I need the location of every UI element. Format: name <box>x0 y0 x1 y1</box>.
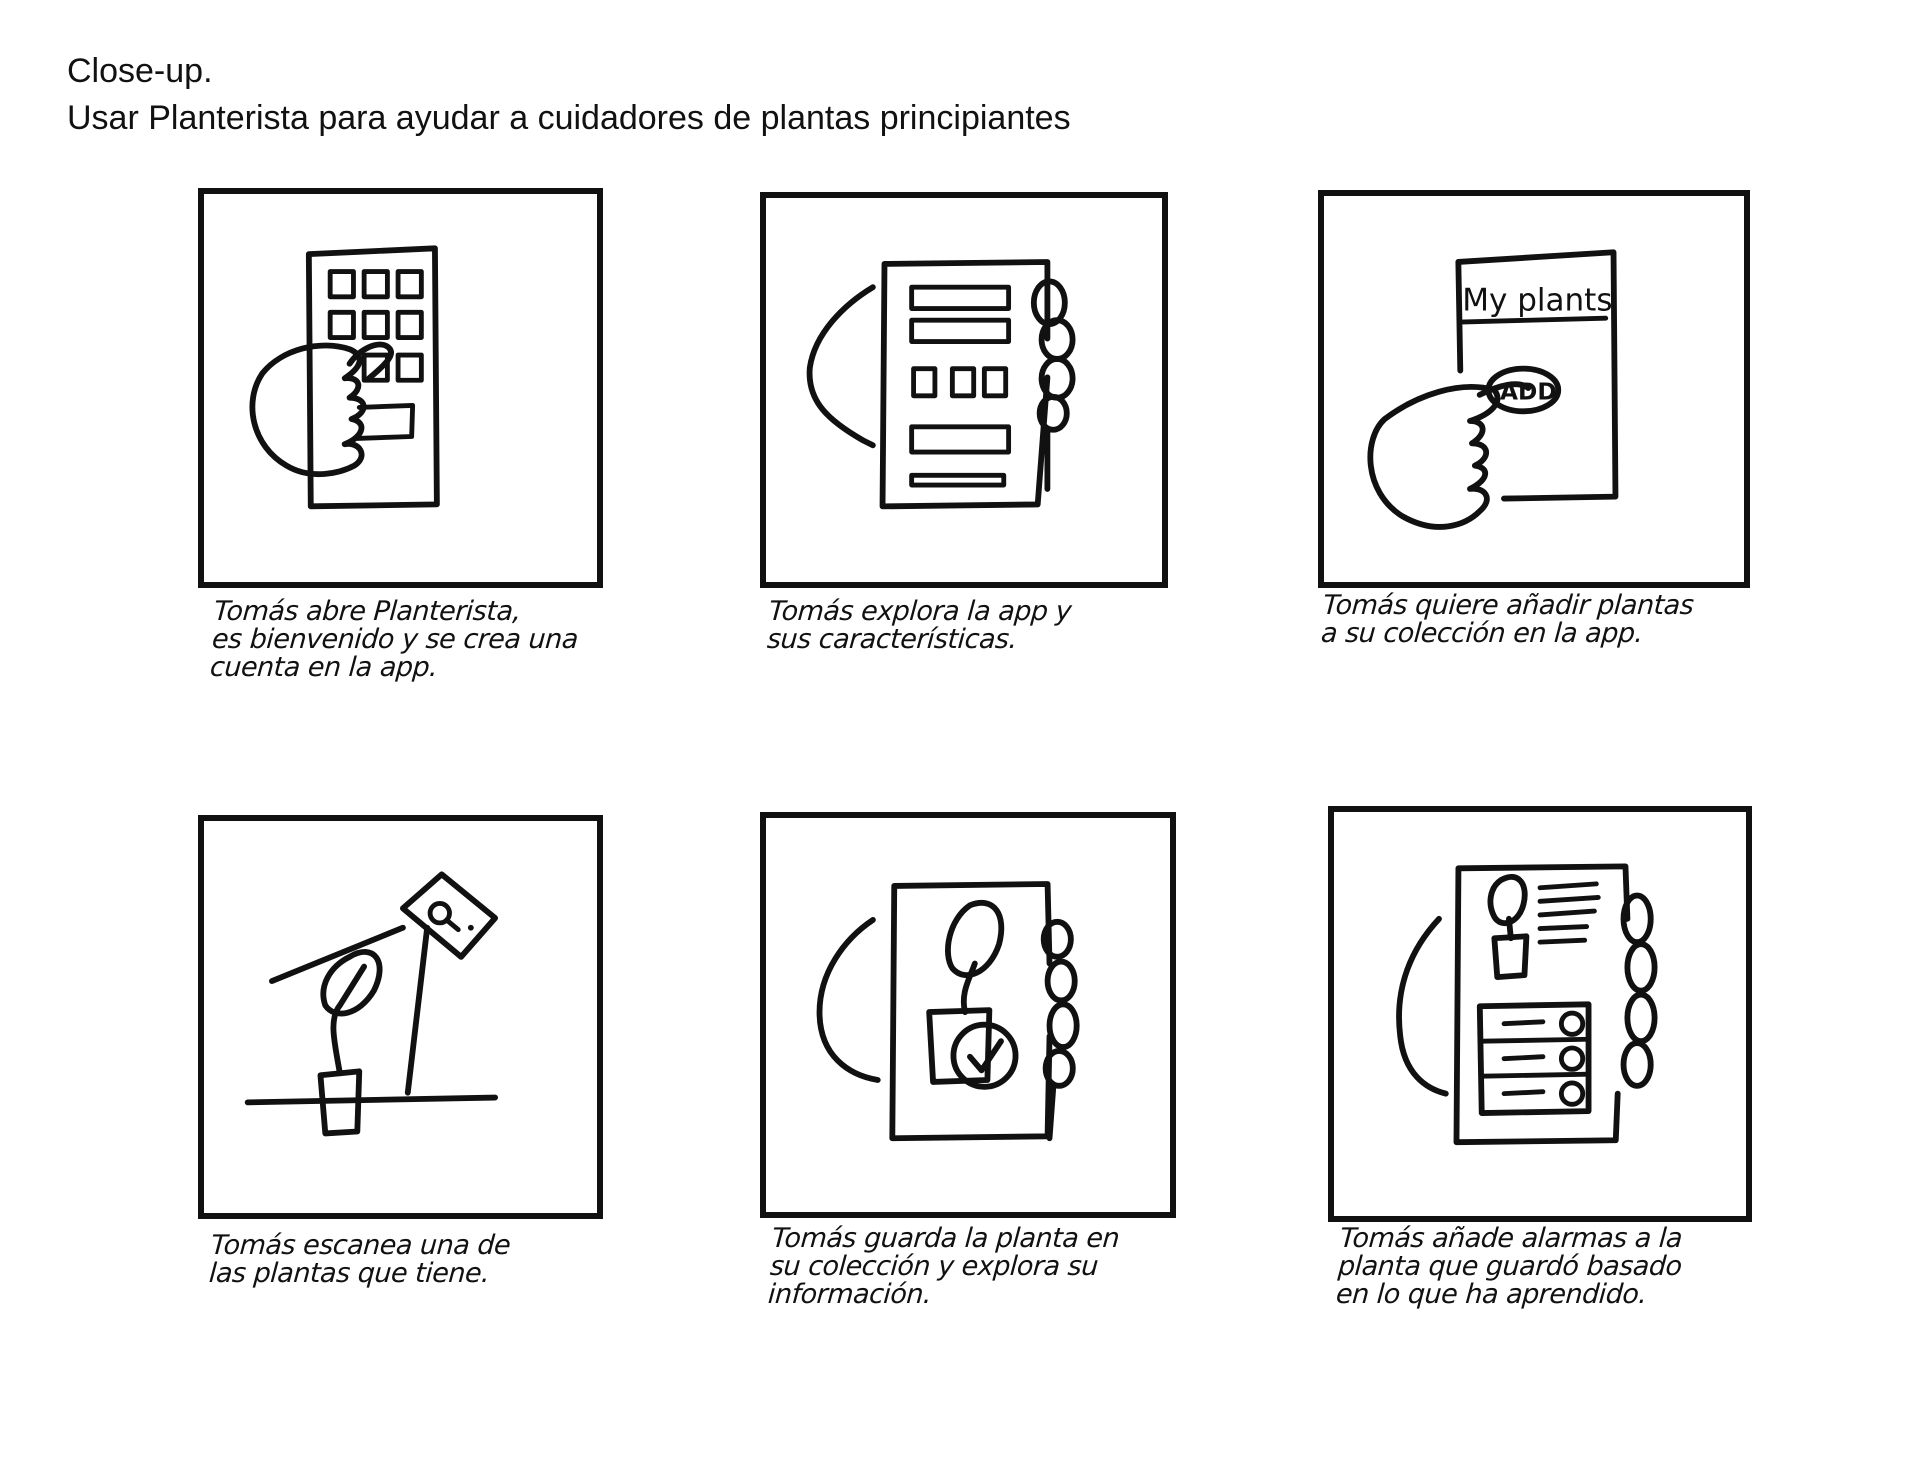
heading-line-1: Close-up. <box>67 52 213 90</box>
panel-6-caption: Tomás añade alarmas a la planta que guardó basado en lo que ha aprendido. <box>1334 1223 1684 1310</box>
storyboard-panel-6 <box>1328 806 1752 1222</box>
hand-holding-phone-icon <box>766 198 1162 582</box>
storyboard-panel-3 <box>1318 190 1750 588</box>
storyboard-heading <box>67 48 1071 142</box>
add-button-label: ADD <box>1500 378 1557 406</box>
storyboard-panel-2 <box>760 192 1168 588</box>
phone-scanning-plant-icon <box>204 821 597 1213</box>
phone-plant-saved-check-icon <box>766 818 1170 1212</box>
hand-tapping-app-grid-icon <box>204 194 597 582</box>
panel-3-caption: Tomás quiere añadir plantas a su colección en la app. <box>1319 590 1695 649</box>
storyboard-panel-1 <box>198 188 603 588</box>
panel-4-caption: Tomás escanea una de las plantas que tiene. <box>207 1230 512 1289</box>
phone-plant-alarms-icon <box>1334 812 1746 1216</box>
panel-2-caption: Tomás explora la app y sus características. <box>765 596 1073 655</box>
storyboard-panel-4 <box>198 815 603 1219</box>
panel-5-caption: Tomás guarda la planta en su colección y explora su información. <box>766 1223 1121 1310</box>
hand-pressing-add-button-icon <box>1324 196 1744 582</box>
storyboard-panel-5 <box>760 812 1176 1218</box>
panel-1-caption: Tomás abre Planterista, es bienvenido y se crea una cuenta en la app. <box>208 596 579 683</box>
screen-title: My plants <box>1462 282 1613 319</box>
heading-line-2: Usar Planterista para ayudar a cuidadores de plantas principiantes <box>67 99 1071 137</box>
